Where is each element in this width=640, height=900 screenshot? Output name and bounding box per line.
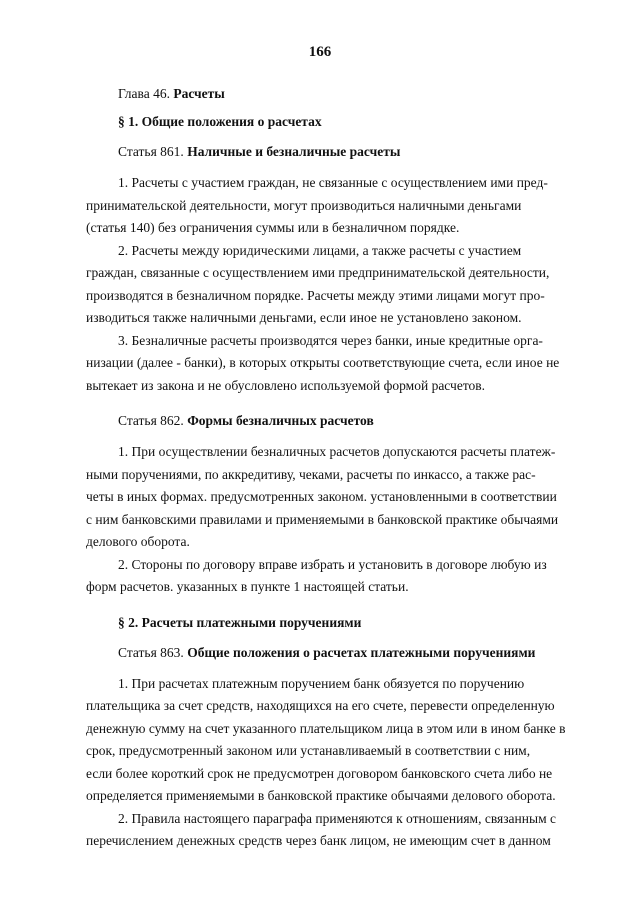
page-content	[86, 84, 570, 853]
chapter-number: Глава 46.	[118, 86, 170, 101]
article-863-title: Общие положения о расчетах платежными поручениями	[187, 644, 536, 660]
article-862-number: Статья 862.	[118, 413, 184, 428]
section-1-title: Общие положения о расчетах	[141, 114, 322, 129]
section-2-number: § 2.	[118, 614, 139, 630]
section-1-number: § 1.	[118, 114, 139, 129]
section-1-heading	[86, 112, 570, 132]
article-863-paragraph-2: 2. Правила настоящего параграфа применяются к отношениям, связанным с перечислением денежных средств через банк лицом, не имеющим счет в данном	[86, 810, 556, 848]
article-863-number: Статья 863.	[118, 644, 184, 660]
chapter-heading	[86, 84, 570, 104]
chapter-title: Расчеты	[173, 86, 225, 101]
article-861-paragraph-1: 1. Расчеты с участием граждан, не связанные с осуществлением ими пред- принимательской деятельности, могут производиться наличными деньгами (статья 140) без ограничения суммы или в безналичном порядке.	[86, 175, 548, 235]
page-number: 166	[308, 44, 332, 60]
article-861-paragraph-2: 2. Расчеты между юридическими лицами, а также расчеты с участием граждан, связанные с осуществлением ими предпринимательской деятельности, производятся в безналичном порядке. Расчеты между этими лицами могут про- изводиться также наличными деньгами, если иное не установлено законом.	[86, 242, 550, 325]
article-861-heading	[86, 142, 570, 162]
article-861-paragraph-3: 3. Безналичные расчеты производятся через банки, иные кредитные орга- низации (далее - банки), в которых открыты соответствующие счета, если иное не вытекает из закона и не обусловлено используемой формой расчетов.	[86, 332, 560, 393]
article-863-paragraph-1: 1. При расчетах платежным поручением банк обязуется по поручению плательщика за счет средств, находящихся на его счете, перевести определенную денежную сумму на счет указанного плательщиком лица в этом или в ином банке в срок, предусмотренный законом или устанавливаемый в соответствии с ним, если более короткий срок не предусмотрен договором банковского счета либо не определяется применяемыми в банковской практике обычаями делового оборота.	[86, 675, 566, 803]
article-862-paragraph-1: 1. При осуществлении безналичных расчетов допускаются расчеты платеж- ными поручениями, по аккредитиву, чеками, расчеты по инкассо, а также рас- четы в иных формах. предусмотренных законом. установленными в соответствии с ним банковскими правилами и применяемыми в банковской практике обычаями делового оборота.	[86, 444, 559, 549]
article-863-heading	[86, 643, 570, 663]
article-861-title: Наличные и безналичные расчеты	[187, 144, 401, 159]
section-2-heading	[86, 613, 570, 633]
article-862-heading	[86, 411, 570, 431]
article-861-number: Статья 861.	[118, 144, 184, 159]
section-2-title: Расчеты платежными поручениями	[141, 614, 362, 630]
article-862-title: Формы безналичных расчетов	[187, 413, 374, 428]
article-862-paragraph-2: 2. Стороны по договору вправе избрать и установить в договоре любую из форм расчетов. указанных в пункте 1 настоящей статьи.	[86, 556, 547, 594]
